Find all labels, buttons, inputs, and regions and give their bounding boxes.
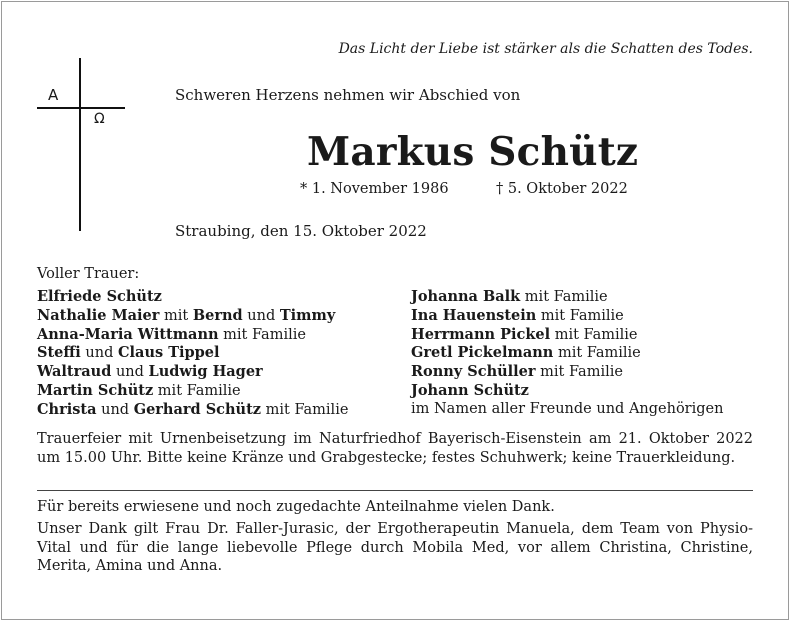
mourner-name: Ronny Schüller (411, 363, 536, 381)
mourner-connector: und (80, 345, 118, 362)
mourner-name: Bernd (192, 306, 243, 324)
mourner-entry (37, 401, 348, 420)
death-date: † 5. Oktober 2022 (496, 181, 628, 197)
mourner-entry (411, 307, 723, 326)
mourner-name: Gretl Pickelmann (411, 344, 554, 362)
mourner-name: Steffi (37, 344, 81, 362)
mourner-name: Christa (37, 400, 97, 418)
mourner-name: Timmy (279, 306, 336, 324)
mourner-name: Gerhard Schütz (133, 400, 262, 418)
mourner-connector: und (242, 307, 280, 324)
mourner-entry (37, 288, 348, 307)
mourner-entry (37, 326, 348, 345)
deceased-name: Markus Schütz (307, 129, 639, 175)
funeral-details: Trauerfeier mit Urnenbeisetzung im Naturfriedhof Bayerisch-Eisenstein am 21. Oktober 2022 um 15.00 Uhr. Bitte keine Kränze und Grabgestecke; festes Schuhwerk; keine Trauerkleidung. (37, 431, 753, 466)
mourner-entry (37, 363, 348, 382)
mourner-name: Ina Hauenstein (411, 306, 537, 324)
mourner-connector: mit Familie (261, 401, 349, 418)
mourner-entry (411, 401, 723, 419)
mourner-name: Elfriede Schütz (37, 288, 162, 305)
mourners-heading: Voller Trauer: (37, 266, 140, 282)
mourner-entry (411, 363, 723, 382)
mourners-list-right (411, 288, 723, 419)
thanks-line: Für bereits erwiesene und noch zugedachte Anteilnahme vielen Dank. (37, 499, 555, 515)
place-and-date: Straubing, den 15. Oktober 2022 (175, 222, 427, 240)
mourner-connector: im Namen aller Freunde und Angehörigen (411, 400, 724, 417)
mourner-entry (37, 344, 348, 363)
mourner-connector: mit (159, 307, 193, 324)
thanks-paragraph: Unser Dank gilt Frau Dr. Faller-Jurasic, der Ergotherapeutin Manuela, dem Team von Physio- Vital und für die lange liebevolle Pflege durch Mobila Med, vor allem Christina, Christine, Merita, Amina und Anna. (37, 521, 753, 574)
mourners-list-left (37, 288, 348, 420)
birth-date: * 1. November 1986 (300, 181, 449, 197)
intro-text: Schweren Herzens nehmen wir Abschied von (175, 86, 521, 104)
motto: Das Licht der Liebe ist stärker als die Schatten des Todes. (338, 41, 753, 57)
mourner-connector: mit Familie (218, 326, 306, 343)
mourner-name: Nathalie Maier (37, 306, 160, 324)
mourner-connector: mit Familie (535, 364, 623, 381)
mourner-connector: mit Familie (536, 307, 624, 324)
mourner-name: Martin Schütz (37, 381, 154, 399)
mourner-connector: und (96, 401, 134, 418)
mourner-name: Anna-Maria Wittmann (37, 325, 219, 343)
mourner-name: Ludwig Hager (148, 363, 263, 381)
mourner-name: Johann Schütz (411, 381, 529, 399)
mourner-name: Waltraud (37, 363, 112, 381)
mourner-entry (411, 288, 723, 307)
mourner-name: Johanna Balk (411, 288, 521, 305)
mourner-entry (411, 382, 723, 401)
mourner-connector: mit Familie (520, 289, 608, 305)
mourner-connector: mit Familie (153, 382, 241, 399)
mourner-entry (411, 344, 723, 363)
mourner-name: Claus Tippel (118, 344, 220, 362)
mourner-entry (37, 307, 348, 326)
divider (37, 490, 753, 491)
cross-vertical-bar (79, 58, 81, 231)
mourner-connector: und (111, 364, 149, 381)
mourner-entry (411, 326, 723, 345)
omega-symbol: Ω (94, 111, 105, 127)
mourner-entry (37, 382, 348, 401)
mourner-name: Herrmann Pickel (411, 325, 551, 343)
cross-horizontal-bar (37, 107, 125, 109)
alpha-symbol: A (48, 86, 59, 104)
mourner-connector: mit Familie (550, 326, 638, 343)
mourner-connector: mit Familie (553, 345, 641, 362)
